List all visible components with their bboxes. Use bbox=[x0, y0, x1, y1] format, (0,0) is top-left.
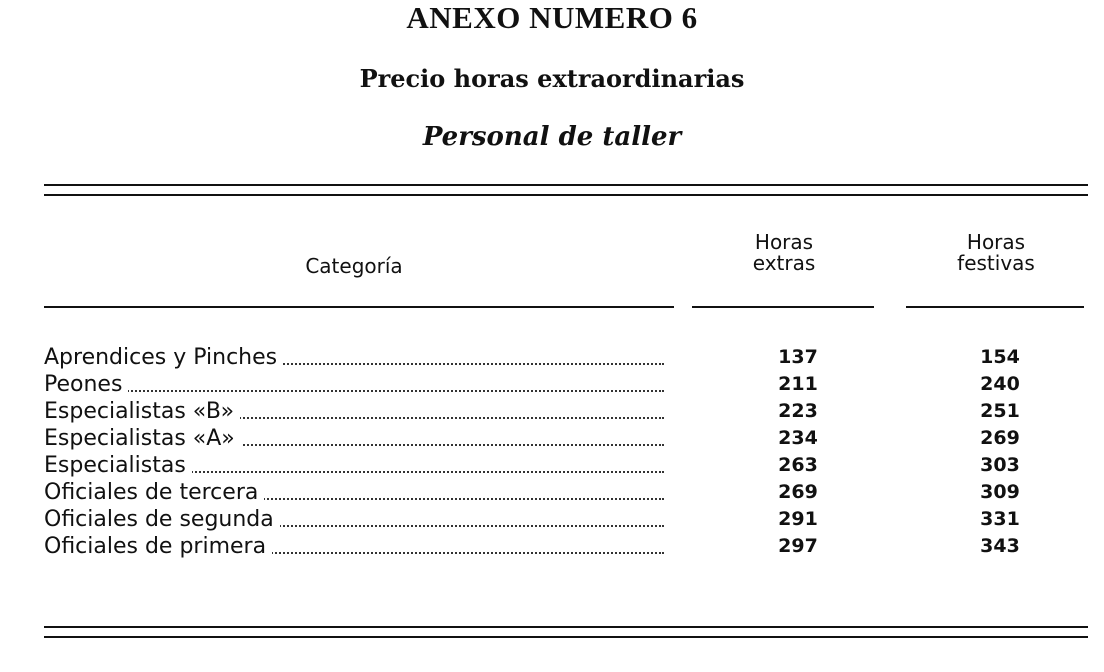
column-header-festivas-line1: Horas bbox=[966, 230, 1026, 254]
row-extras-value: 269 bbox=[778, 481, 818, 503]
header-underline-festivas bbox=[906, 306, 1084, 308]
table-body bbox=[44, 344, 1054, 560]
table-row bbox=[44, 425, 1054, 452]
row-festivas-value: 269 bbox=[980, 427, 1020, 449]
annex-title: ANEXO NUMERO 6 bbox=[406, 0, 698, 35]
row-category-cell bbox=[44, 425, 664, 452]
row-category-cell bbox=[44, 533, 664, 560]
column-header-extras-line1: Horas bbox=[754, 230, 814, 254]
column-header-festivas bbox=[906, 232, 1086, 274]
row-category: Oficiales de tercera bbox=[44, 480, 264, 505]
document-subtitle: Precio horas extraordinarias bbox=[359, 64, 745, 93]
table-bottom-rule-1 bbox=[44, 626, 1088, 628]
column-header-category-label: Categoría bbox=[305, 254, 403, 278]
row-festivas-value: 343 bbox=[980, 535, 1020, 557]
row-category-cell bbox=[44, 344, 664, 371]
row-festivas-value: 240 bbox=[980, 373, 1020, 395]
row-category-cell bbox=[44, 452, 664, 479]
row-extras-value: 137 bbox=[778, 346, 818, 368]
table-row bbox=[44, 344, 1054, 371]
row-category-cell bbox=[44, 398, 664, 425]
table-bottom-rule-2 bbox=[44, 636, 1088, 638]
row-festivas-value: 154 bbox=[980, 346, 1020, 368]
row-category: Especialistas «A» bbox=[44, 426, 241, 451]
column-header-festivas-line2: festivas bbox=[957, 251, 1035, 275]
row-category: Peones bbox=[44, 372, 128, 397]
row-extras-value: 263 bbox=[778, 454, 818, 476]
table-row bbox=[44, 506, 1054, 533]
column-header-extras-line2: extras bbox=[752, 251, 816, 275]
header-underline-category bbox=[44, 306, 674, 308]
table-row bbox=[44, 479, 1054, 506]
row-festivas-value: 251 bbox=[980, 400, 1020, 422]
row-category: Oficiales de primera bbox=[44, 534, 272, 559]
section-title: Personal de taller bbox=[422, 122, 682, 152]
table-row bbox=[44, 371, 1054, 398]
header-underline-extras bbox=[692, 306, 874, 308]
row-category-cell bbox=[44, 371, 664, 398]
table-top-rule-1 bbox=[44, 184, 1088, 186]
row-category-cell bbox=[44, 479, 664, 506]
row-category: Aprendices y Pinches bbox=[44, 345, 283, 370]
row-festivas-value: 303 bbox=[980, 454, 1020, 476]
row-festivas-value: 309 bbox=[980, 481, 1020, 503]
row-extras-value: 211 bbox=[778, 373, 818, 395]
row-category: Especialistas «B» bbox=[44, 399, 240, 424]
table-top-rule-2 bbox=[44, 194, 1088, 196]
dot-leader bbox=[44, 390, 664, 392]
column-header-category bbox=[44, 256, 664, 277]
table-row bbox=[44, 452, 1054, 479]
row-extras-value: 291 bbox=[778, 508, 818, 530]
table-row bbox=[44, 533, 1054, 560]
row-extras-value: 223 bbox=[778, 400, 818, 422]
row-festivas-value: 331 bbox=[980, 508, 1020, 530]
row-extras-value: 297 bbox=[778, 535, 818, 557]
row-category-cell bbox=[44, 506, 664, 533]
row-extras-value: 234 bbox=[778, 427, 818, 449]
row-category: Oficiales de segunda bbox=[44, 507, 280, 532]
column-header-extras bbox=[694, 232, 874, 274]
row-category: Especialistas bbox=[44, 453, 192, 478]
table-row bbox=[44, 398, 1054, 425]
